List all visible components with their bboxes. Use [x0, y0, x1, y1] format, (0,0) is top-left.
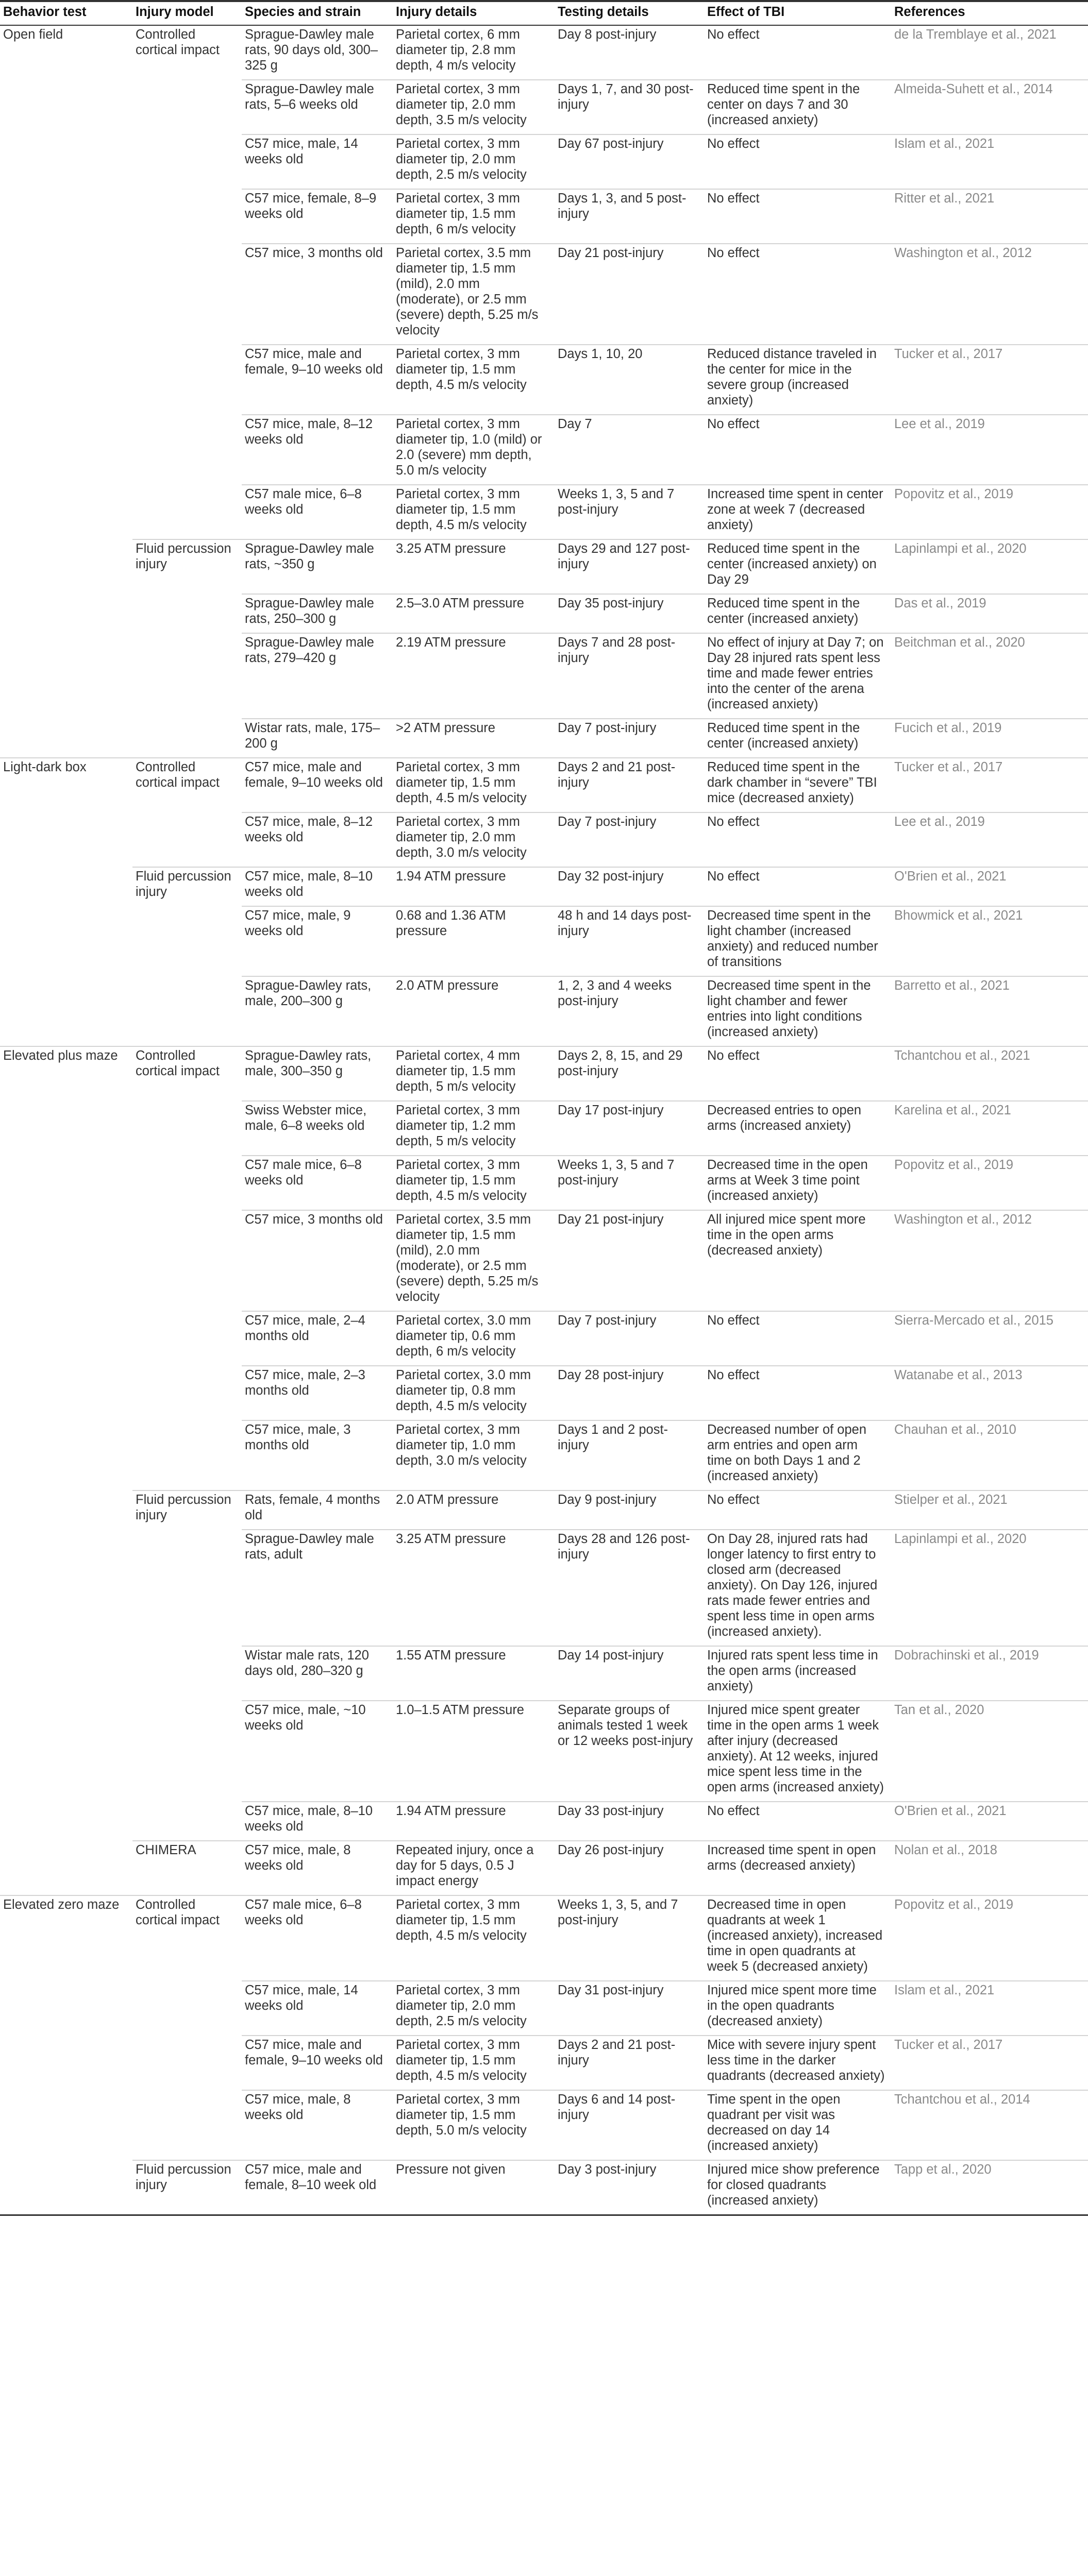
testing-details-cell: Day 33 post-injury	[555, 1802, 704, 1841]
injury-details-cell: Parietal cortex, 3.5 mm diameter tip, 1.5 mm (mild), 2.0 mm (moderate), or 2.5 mm (severe) depth, 5.25 m/s velocity	[393, 244, 555, 345]
reference-cell[interactable]: Karelina et al., 2021	[891, 1101, 1088, 1156]
effect-cell: No effect	[704, 1490, 891, 1530]
testing-details-cell: Days 29 and 127 post-injury	[555, 539, 704, 594]
table-row	[0, 1895, 1088, 1981]
species-strain-cell: C57 mice, male, 9 weeks old	[242, 906, 393, 976]
injury-details-cell: 1.55 ATM pressure	[393, 1646, 555, 1701]
reference-cell[interactable]: Watanabe et al., 2013	[891, 1366, 1088, 1420]
injury-details-cell: 0.68 and 1.36 ATM pressure	[393, 906, 555, 976]
injury-details-cell: Parietal cortex, 3 mm diameter tip, 1.0 mm depth, 3.0 m/s velocity	[393, 1420, 555, 1490]
behavior-test-cell	[0, 244, 132, 345]
testing-details-cell: Days 7 and 28 post-injury	[555, 633, 704, 719]
behavior-test-cell	[0, 485, 132, 539]
injury-model-cell	[132, 345, 242, 415]
effect-cell: Increased time spent in open arms (decreased anxiety)	[704, 1841, 891, 1895]
effect-cell: Decreased time spent in the light chamber (increased anxiety) and reduced number of transitions	[704, 906, 891, 976]
injury-model-cell	[132, 633, 242, 719]
testing-details-cell: Separate groups of animals tested 1 week or 12 weeks post-injury	[555, 1701, 704, 1802]
effect-cell: Decreased time in the open arms at Week 3 time point (increased anxiety)	[704, 1156, 891, 1210]
reference-cell[interactable]: de la Tremblaye et al., 2021	[894, 27, 1057, 42]
testing-details-cell: Days 2 and 21 post-injury	[555, 2036, 704, 2090]
injury-model-cell	[132, 719, 242, 758]
effect-cell: No effect	[707, 27, 760, 42]
table-row	[0, 1101, 1088, 1156]
species-strain-cell: C57 male mice, 6–8 weeks old	[242, 1156, 393, 1210]
behavior-test-cell	[0, 2160, 132, 2215]
effect-cell: Decreased time in open quadrants at week 1 (increased anxiety), increased time in open quadrants at week 5 (decreased anxiety)	[704, 1895, 891, 1981]
behavior-test-cell	[0, 1701, 132, 1802]
reference-cell[interactable]: Bhowmick et al., 2021	[891, 906, 1088, 976]
effect-cell: No effect of injury at Day 7; on Day 28 injured rats spent less time and made fewer entries into the center of the arena (increased anxiety)	[704, 633, 891, 719]
behavior-test-cell	[0, 345, 132, 415]
effect-cell: Time spent in the open quadrant per visit was decreased on day 14 (increased anxiety)	[704, 2090, 891, 2160]
reference-cell[interactable]: Tucker et al., 2017	[891, 758, 1088, 812]
injury-model-cell: Controlled cortical impact	[132, 758, 242, 812]
table-body	[0, 25, 1088, 2215]
table-row	[0, 1490, 1088, 1530]
effect-cell: No effect	[704, 189, 891, 244]
injury-model-cell: Fluid percussion injury	[132, 539, 242, 594]
effect-cell: No effect	[704, 1366, 891, 1420]
reference-cell[interactable]: Islam et al., 2021	[891, 1981, 1088, 2036]
species-strain-cell: Sprague-Dawley male rats, 250–300 g	[242, 594, 393, 633]
header-row	[0, 1, 1088, 25]
table-row	[0, 345, 1088, 415]
species-strain-cell: Wistar rats, male, 175–200 g	[242, 719, 393, 758]
reference-cell[interactable]: Stielper et al., 2021	[891, 1490, 1088, 1530]
testing-details-cell: Day 7	[555, 415, 704, 485]
reference-cell[interactable]: Tucker et al., 2017	[891, 345, 1088, 415]
injury-model-cell: CHIMERA	[132, 1841, 242, 1895]
injury-model-cell	[132, 2036, 242, 2090]
header-injury-model: Injury model	[132, 1, 242, 25]
table-row	[0, 2090, 1088, 2160]
testing-details-cell: Day 8 post-injury	[558, 27, 657, 42]
injury-details-cell: 3.25 ATM pressure	[393, 1530, 555, 1646]
injury-model-cell	[132, 1210, 242, 1311]
reference-cell[interactable]: Almeida-Suhett et al., 2014	[891, 80, 1088, 134]
effect-cell: No effect	[704, 134, 891, 189]
injury-model-cell	[132, 1101, 242, 1156]
injury-details-cell: Parietal cortex, 3 mm diameter tip, 2.0 mm depth, 3.5 m/s velocity	[393, 80, 555, 134]
reference-cell[interactable]: Tapp et al., 2020	[891, 2160, 1088, 2215]
behavior-test-cell	[0, 1366, 132, 1420]
injury-details-cell: >2 ATM pressure	[393, 719, 555, 758]
injury-details-cell: Parietal cortex, 3 mm diameter tip, 1.5 mm depth, 4.5 m/s velocity	[393, 1895, 555, 1981]
table-row	[0, 1530, 1088, 1646]
testing-details-cell: Days 6 and 14 post-injury	[555, 2090, 704, 2160]
effect-cell: Injured rats spent less time in the open arms (increased anxiety)	[704, 1646, 891, 1701]
injury-details-cell: 2.19 ATM pressure	[393, 633, 555, 719]
effect-cell: Increased time spent in center zone at week 7 (decreased anxiety)	[704, 485, 891, 539]
effect-cell: No effect	[704, 1046, 891, 1101]
testing-details-cell: Weeks 1, 3, 5 and 7 post-injury	[555, 1156, 704, 1210]
injury-details-cell: Parietal cortex, 3 mm diameter tip, 1.0 (mild) or 2.0 (severe) mm depth, 5.0 m/s velocity	[393, 415, 555, 485]
species-strain-cell: Sprague-Dawley male rats, 5–6 weeks old	[242, 80, 393, 134]
header-injury-details: Injury details	[393, 1, 555, 25]
testing-details-cell: Days 2, 8, 15, and 29 post-injury	[555, 1046, 704, 1101]
effect-cell: Reduced time spent in the center on days 7 and 30 (increased anxiety)	[704, 80, 891, 134]
effect-cell: No effect	[704, 812, 891, 867]
reference-cell[interactable]: Lapinlampi et al., 2020	[891, 1530, 1088, 1646]
injury-details-cell: Parietal cortex, 3 mm diameter tip, 1.5 mm depth, 4.5 m/s velocity	[393, 485, 555, 539]
table-row	[0, 189, 1088, 244]
table-row	[0, 539, 1088, 594]
species-strain-cell: C57 mice, 3 months old	[242, 244, 393, 345]
table-row	[0, 2160, 1088, 2215]
testing-details-cell: Day 14 post-injury	[555, 1646, 704, 1701]
injury-details-cell: 2.0 ATM pressure	[393, 976, 555, 1046]
injury-details-cell: Parietal cortex, 4 mm diameter tip, 1.5 mm depth, 5 m/s velocity	[393, 1046, 555, 1101]
injury-details-cell: Parietal cortex, 3 mm diameter tip, 1.5 mm depth, 4.5 m/s velocity	[393, 758, 555, 812]
behavior-test-cell	[0, 1646, 132, 1701]
reference-cell[interactable]: Nolan et al., 2018	[891, 1841, 1088, 1895]
injury-model-cell: Controlled cortical impact	[136, 27, 220, 57]
injury-model-cell	[132, 1646, 242, 1701]
behavior-test-cell	[0, 2036, 132, 2090]
species-strain-cell: C57 male mice, 6–8 weeks old	[242, 1895, 393, 1981]
reference-cell[interactable]: Fucich et al., 2019	[891, 719, 1088, 758]
species-strain-cell: C57 mice, male, 8–10 weeks old	[242, 867, 393, 906]
injury-details-cell: 3.25 ATM pressure	[393, 539, 555, 594]
behavior-test-cell	[0, 906, 132, 976]
testing-details-cell: Day 31 post-injury	[555, 1981, 704, 2036]
injury-model-cell	[132, 1981, 242, 2036]
injury-model-cell: Fluid percussion injury	[132, 2160, 242, 2215]
testing-details-cell: Weeks 1, 3, 5, and 7 post-injury	[555, 1895, 704, 1981]
header-references: References	[891, 1, 1088, 25]
species-strain-cell: C57 mice, male, 2–3 months old	[242, 1366, 393, 1420]
species-strain-cell: Sprague-Dawley male rats, adult	[242, 1530, 393, 1646]
behavior-test-cell	[0, 594, 132, 633]
header-species-strain: Species and strain	[242, 1, 393, 25]
injury-model-cell	[132, 415, 242, 485]
species-strain-cell: C57 male mice, 6–8 weeks old	[242, 485, 393, 539]
injury-details-cell: Parietal cortex, 3 mm diameter tip, 1.5 mm depth, 4.5 m/s velocity	[393, 345, 555, 415]
injury-details-cell: 1.0–1.5 ATM pressure	[393, 1701, 555, 1802]
reference-cell[interactable]: Popovitz et al., 2019	[891, 1156, 1088, 1210]
effect-cell: All injured mice spent more time in the open arms (decreased anxiety)	[704, 1210, 891, 1311]
injury-details-cell: Parietal cortex, 3 mm diameter tip, 1.2 mm depth, 5 m/s velocity	[393, 1101, 555, 1156]
injury-details-cell: Parietal cortex, 3 mm diameter tip, 2.0 mm depth, 2.5 m/s velocity	[393, 1981, 555, 2036]
table-row	[0, 719, 1088, 758]
injury-model-cell: Fluid percussion injury	[132, 867, 242, 906]
behavior-test-cell	[0, 1490, 132, 1530]
testing-details-cell: Days 1, 7, and 30 post-injury	[555, 80, 704, 134]
behavior-test-cell	[0, 539, 132, 594]
species-strain-cell: C57 mice, male, 8 weeks old	[242, 2090, 393, 2160]
injury-details-cell: Repeated injury, once a day for 5 days, 0.5 J impact energy	[393, 1841, 555, 1895]
injury-model-cell	[132, 2090, 242, 2160]
testing-details-cell: Day 7 post-injury	[555, 719, 704, 758]
reference-cell[interactable]: Lapinlampi et al., 2020	[891, 539, 1088, 594]
testing-details-cell: Weeks 1, 3, 5 and 7 post-injury	[555, 485, 704, 539]
testing-details-cell: Days 1, 10, 20	[555, 345, 704, 415]
behavior-test-cell	[0, 1802, 132, 1841]
behavior-test-cell	[0, 1530, 132, 1646]
species-strain-cell: Sprague-Dawley male rats, 279–420 g	[242, 633, 393, 719]
species-strain-cell: Rats, female, 4 months old	[242, 1490, 393, 1530]
testing-details-cell: 1, 2, 3 and 4 weeks post-injury	[555, 976, 704, 1046]
species-strain-cell: C57 mice, male, ~10 weeks old	[242, 1701, 393, 1802]
table-row	[0, 244, 1088, 345]
reference-cell[interactable]: Dobrachinski et al., 2019	[891, 1646, 1088, 1701]
reference-cell[interactable]: Chauhan et al., 2010	[891, 1420, 1088, 1490]
table-row	[0, 25, 1088, 80]
effect-cell: No effect	[704, 1311, 891, 1366]
table-row	[0, 1420, 1088, 1490]
effect-cell: No effect	[704, 1802, 891, 1841]
injury-details-cell: Parietal cortex, 3.5 mm diameter tip, 1.5 mm (mild), 2.0 mm (moderate), or 2.5 mm (severe) depth, 5.25 m/s velocity	[393, 1210, 555, 1311]
injury-details-cell: 1.94 ATM pressure	[393, 1802, 555, 1841]
header-effect-of-tbi: Effect of TBI	[704, 1, 891, 25]
table-row	[0, 594, 1088, 633]
injury-details-cell: Parietal cortex, 6 mm diameter tip, 2.8 mm depth, 4 m/s velocity	[396, 27, 520, 73]
injury-model-cell	[132, 1802, 242, 1841]
table-row	[0, 1210, 1088, 1311]
injury-model-cell: Controlled cortical impact	[132, 1046, 242, 1101]
reference-cell[interactable]: Tucker et al., 2017	[891, 2036, 1088, 2090]
testing-details-cell: Day 7 post-injury	[555, 812, 704, 867]
table-row	[0, 1701, 1088, 1802]
reference-cell[interactable]: Lee et al., 2019	[891, 812, 1088, 867]
species-strain-cell: Swiss Webster mice, male, 6–8 weeks old	[242, 1101, 393, 1156]
effect-cell: No effect	[704, 867, 891, 906]
species-strain-cell: Wistar male rats, 120 days old, 280–320 g	[242, 1646, 393, 1701]
table-row	[0, 812, 1088, 867]
species-strain-cell: C57 mice, male, 8–12 weeks old	[242, 415, 393, 485]
effect-cell: On Day 28, injured rats had longer latency to first entry to closed arm (decreased anxiety). On Day 126, injured rats made fewer entries and spent less time in open arms (increased anxiety).	[704, 1530, 891, 1646]
species-strain-cell: Sprague-Dawley rats, male, 200–300 g	[242, 976, 393, 1046]
species-strain-cell: C57 mice, male, 14 weeks old	[242, 1981, 393, 2036]
species-strain-cell: C57 mice, female, 8–9 weeks old	[242, 189, 393, 244]
reference-cell[interactable]: Popovitz et al., 2019	[891, 485, 1088, 539]
behavior-test-cell	[0, 1981, 132, 2036]
reference-cell[interactable]: Washington et al., 2012	[891, 244, 1088, 345]
reference-cell[interactable]: O'Brien et al., 2021	[891, 1802, 1088, 1841]
species-strain-cell: Sprague-Dawley male rats, ~350 g	[242, 539, 393, 594]
reference-cell[interactable]: Washington et al., 2012	[891, 1210, 1088, 1311]
injury-model-cell	[132, 189, 242, 244]
reference-cell[interactable]: O'Brien et al., 2021	[891, 867, 1088, 906]
table-row	[0, 134, 1088, 189]
table-row	[0, 485, 1088, 539]
injury-model-cell	[132, 485, 242, 539]
reference-cell[interactable]: Tchantchou et al., 2021	[891, 1046, 1088, 1101]
testing-details-cell: Day 7 post-injury	[555, 1311, 704, 1366]
table-row	[0, 2036, 1088, 2090]
table-row	[0, 867, 1088, 906]
reference-cell[interactable]: Sierra-Mercado et al., 2015	[891, 1311, 1088, 1366]
table-row	[0, 1156, 1088, 1210]
injury-model-cell	[132, 244, 242, 345]
table-row	[0, 1311, 1088, 1366]
effect-cell: Reduced time spent in the center (increased anxiety) on Day 29	[704, 539, 891, 594]
testing-details-cell: Day 17 post-injury	[555, 1101, 704, 1156]
behavior-test-cell: Light-dark box	[0, 758, 132, 812]
header-behavior-test: Behavior test	[0, 1, 132, 25]
species-strain-cell: C57 mice, male, 8 weeks old	[242, 1841, 393, 1895]
injury-details-cell: 2.5–3.0 ATM pressure	[393, 594, 555, 633]
effect-cell: Decreased entries to open arms (increased anxiety)	[704, 1101, 891, 1156]
effect-cell: Injured mice spent greater time in the open arms 1 week after injury (decreased anxiety). At 12 weeks, injured mice spent less time in the open arms (increased anxiety)	[704, 1701, 891, 1802]
species-strain-cell: C57 mice, male, 8–12 weeks old	[242, 812, 393, 867]
testing-details-cell: Day 21 post-injury	[555, 244, 704, 345]
injury-model-cell	[132, 812, 242, 867]
reference-cell[interactable]: Beitchman et al., 2020	[891, 633, 1088, 719]
header-testing-details: Testing details	[555, 1, 704, 25]
injury-model-cell	[132, 1311, 242, 1366]
species-strain-cell: C57 mice, male and female, 9–10 weeks old	[242, 2036, 393, 2090]
effect-cell: Injured mice show preference for closed quadrants (increased anxiety)	[704, 2160, 891, 2215]
species-strain-cell: Sprague-Dawley male rats, 90 days old, 300–325 g	[245, 27, 378, 73]
injury-details-cell: Parietal cortex, 3 mm diameter tip, 1.5 mm depth, 5.0 m/s velocity	[393, 2090, 555, 2160]
behavior-test-cell	[0, 80, 132, 134]
behavior-test-cell	[0, 1311, 132, 1366]
behavior-test-cell: Elevated zero maze	[0, 1895, 132, 1981]
behavior-test-cell	[0, 1841, 132, 1895]
species-strain-cell: C57 mice, 3 months old	[242, 1210, 393, 1311]
behavior-test-cell	[0, 1210, 132, 1311]
injury-details-cell: Parietal cortex, 3.0 mm diameter tip, 0.8 mm depth, 4.5 m/s velocity	[393, 1366, 555, 1420]
reference-cell[interactable]: Das et al., 2019	[891, 594, 1088, 633]
table-row	[0, 1802, 1088, 1841]
table-row	[0, 80, 1088, 134]
reference-cell[interactable]: Islam et al., 2021	[891, 134, 1088, 189]
species-strain-cell: C57 mice, male, 2–4 months old	[242, 1311, 393, 1366]
testing-details-cell: Day 9 post-injury	[555, 1490, 704, 1530]
table-row	[0, 1981, 1088, 2036]
table-row	[0, 976, 1088, 1046]
species-strain-cell: C57 mice, male and female, 9–10 weeks old	[242, 758, 393, 812]
behavior-test-cell	[0, 1101, 132, 1156]
injury-details-cell: Parietal cortex, 3 mm diameter tip, 2.0 mm depth, 2.5 m/s velocity	[393, 134, 555, 189]
behavior-test-cell: Open field	[3, 27, 63, 42]
species-strain-cell: C57 mice, male, 8–10 weeks old	[242, 1802, 393, 1841]
testing-details-cell: Day 21 post-injury	[555, 1210, 704, 1311]
reference-cell[interactable]: Tan et al., 2020	[891, 1701, 1088, 1802]
injury-details-cell: Parietal cortex, 3 mm diameter tip, 1.5 mm depth, 4.5 m/s velocity	[393, 2036, 555, 2090]
reference-cell[interactable]: Popovitz et al., 2019	[891, 1895, 1088, 1981]
species-strain-cell: C57 mice, male, 3 months old	[242, 1420, 393, 1490]
effect-cell: Reduced distance traveled in the center for mice in the severe group (increased anxiety)	[704, 345, 891, 415]
table-row	[0, 1046, 1088, 1101]
behavior-test-cell	[0, 2090, 132, 2160]
injury-details-cell: Parietal cortex, 3 mm diameter tip, 2.0 mm depth, 3.0 m/s velocity	[393, 812, 555, 867]
effect-cell: Reduced time spent in the center (increased anxiety)	[704, 594, 891, 633]
injury-model-cell	[132, 1366, 242, 1420]
behavior-test-cell: Elevated plus maze	[0, 1046, 132, 1101]
table-row	[0, 758, 1088, 812]
effect-cell: Reduced time spent in the center (increased anxiety)	[704, 719, 891, 758]
testing-details-cell: Days 2 and 21 post-injury	[555, 758, 704, 812]
behavior-test-cell	[0, 415, 132, 485]
behavior-test-cell	[0, 1156, 132, 1210]
injury-model-cell	[132, 134, 242, 189]
injury-details-cell: 1.94 ATM pressure	[393, 867, 555, 906]
effect-cell: Reduced time spent in the dark chamber in “severe” TBI mice (decreased anxiety)	[704, 758, 891, 812]
injury-model-cell	[132, 906, 242, 976]
behavior-test-cell	[0, 867, 132, 906]
injury-model-cell	[132, 976, 242, 1046]
reference-cell[interactable]: Lee et al., 2019	[891, 415, 1088, 485]
testing-details-cell: Day 3 post-injury	[555, 2160, 704, 2215]
testing-details-cell: Days 28 and 126 post-injury	[555, 1530, 704, 1646]
table-row	[0, 415, 1088, 485]
testing-details-cell: Days 1 and 2 post-injury	[555, 1420, 704, 1490]
table-row	[0, 1366, 1088, 1420]
testing-details-cell: Day 32 post-injury	[555, 867, 704, 906]
injury-model-cell: Fluid percussion injury	[132, 1490, 242, 1530]
species-strain-cell: C57 mice, male, 14 weeks old	[242, 134, 393, 189]
table-row	[0, 1841, 1088, 1895]
injury-details-cell: Parietal cortex, 3 mm diameter tip, 1.5 mm depth, 4.5 m/s velocity	[393, 1156, 555, 1210]
behavior-test-cell	[0, 719, 132, 758]
testing-details-cell: Day 67 post-injury	[555, 134, 704, 189]
behavior-test-cell	[0, 812, 132, 867]
effect-cell: Mice with severe injury spent less time in the darker quadrants (decreased anxiety)	[704, 2036, 891, 2090]
injury-details-cell: 2.0 ATM pressure	[393, 1490, 555, 1530]
table-row	[0, 906, 1088, 976]
effect-cell: No effect	[704, 415, 891, 485]
testing-details-cell: Day 28 post-injury	[555, 1366, 704, 1420]
behavior-test-cell	[0, 976, 132, 1046]
injury-model-cell	[132, 594, 242, 633]
reference-cell[interactable]: Barretto et al., 2021	[891, 976, 1088, 1046]
species-strain-cell: C57 mice, male and female, 8–10 week old	[242, 2160, 393, 2215]
injury-model-cell	[132, 80, 242, 134]
injury-model-cell	[132, 1420, 242, 1490]
injury-model-cell	[132, 1156, 242, 1210]
injury-details-cell: Parietal cortex, 3.0 mm diameter tip, 0.6 mm depth, 6 m/s velocity	[393, 1311, 555, 1366]
reference-cell[interactable]: Tchantchou et al., 2014	[891, 2090, 1088, 2160]
testing-details-cell: Day 26 post-injury	[555, 1841, 704, 1895]
behavior-test-cell	[0, 633, 132, 719]
species-strain-cell: Sprague-Dawley rats, male, 300–350 g	[242, 1046, 393, 1101]
effect-cell: Decreased number of open arm entries and open arm time on both Days 1 and 2 (increased anxiety)	[704, 1420, 891, 1490]
injury-model-cell: Controlled cortical impact	[132, 1895, 242, 1981]
injury-details-cell: Parietal cortex, 3 mm diameter tip, 1.5 mm depth, 6 m/s velocity	[393, 189, 555, 244]
behavior-test-cell	[0, 189, 132, 244]
testing-details-cell: 48 h and 14 days post-injury	[555, 906, 704, 976]
effect-cell: Injured mice spent more time in the open quadrants (decreased anxiety)	[704, 1981, 891, 2036]
injury-model-cell	[132, 1530, 242, 1646]
reference-cell[interactable]: Ritter et al., 2021	[891, 189, 1088, 244]
injury-details-cell: Pressure not given	[393, 2160, 555, 2215]
behavior-test-cell	[0, 1420, 132, 1490]
testing-details-cell: Day 35 post-injury	[555, 594, 704, 633]
testing-details-cell: Days 1, 3, and 5 post-injury	[555, 189, 704, 244]
behavior-test-cell	[0, 134, 132, 189]
injury-model-cell	[132, 1701, 242, 1802]
effect-cell: No effect	[704, 244, 891, 345]
species-strain-cell: C57 mice, male and female, 9–10 weeks old	[242, 345, 393, 415]
table-row	[0, 1646, 1088, 1701]
effect-cell: Decreased time spent in the light chamber and fewer entries into light conditions (increased anxiety)	[704, 976, 891, 1046]
table-row	[0, 633, 1088, 719]
